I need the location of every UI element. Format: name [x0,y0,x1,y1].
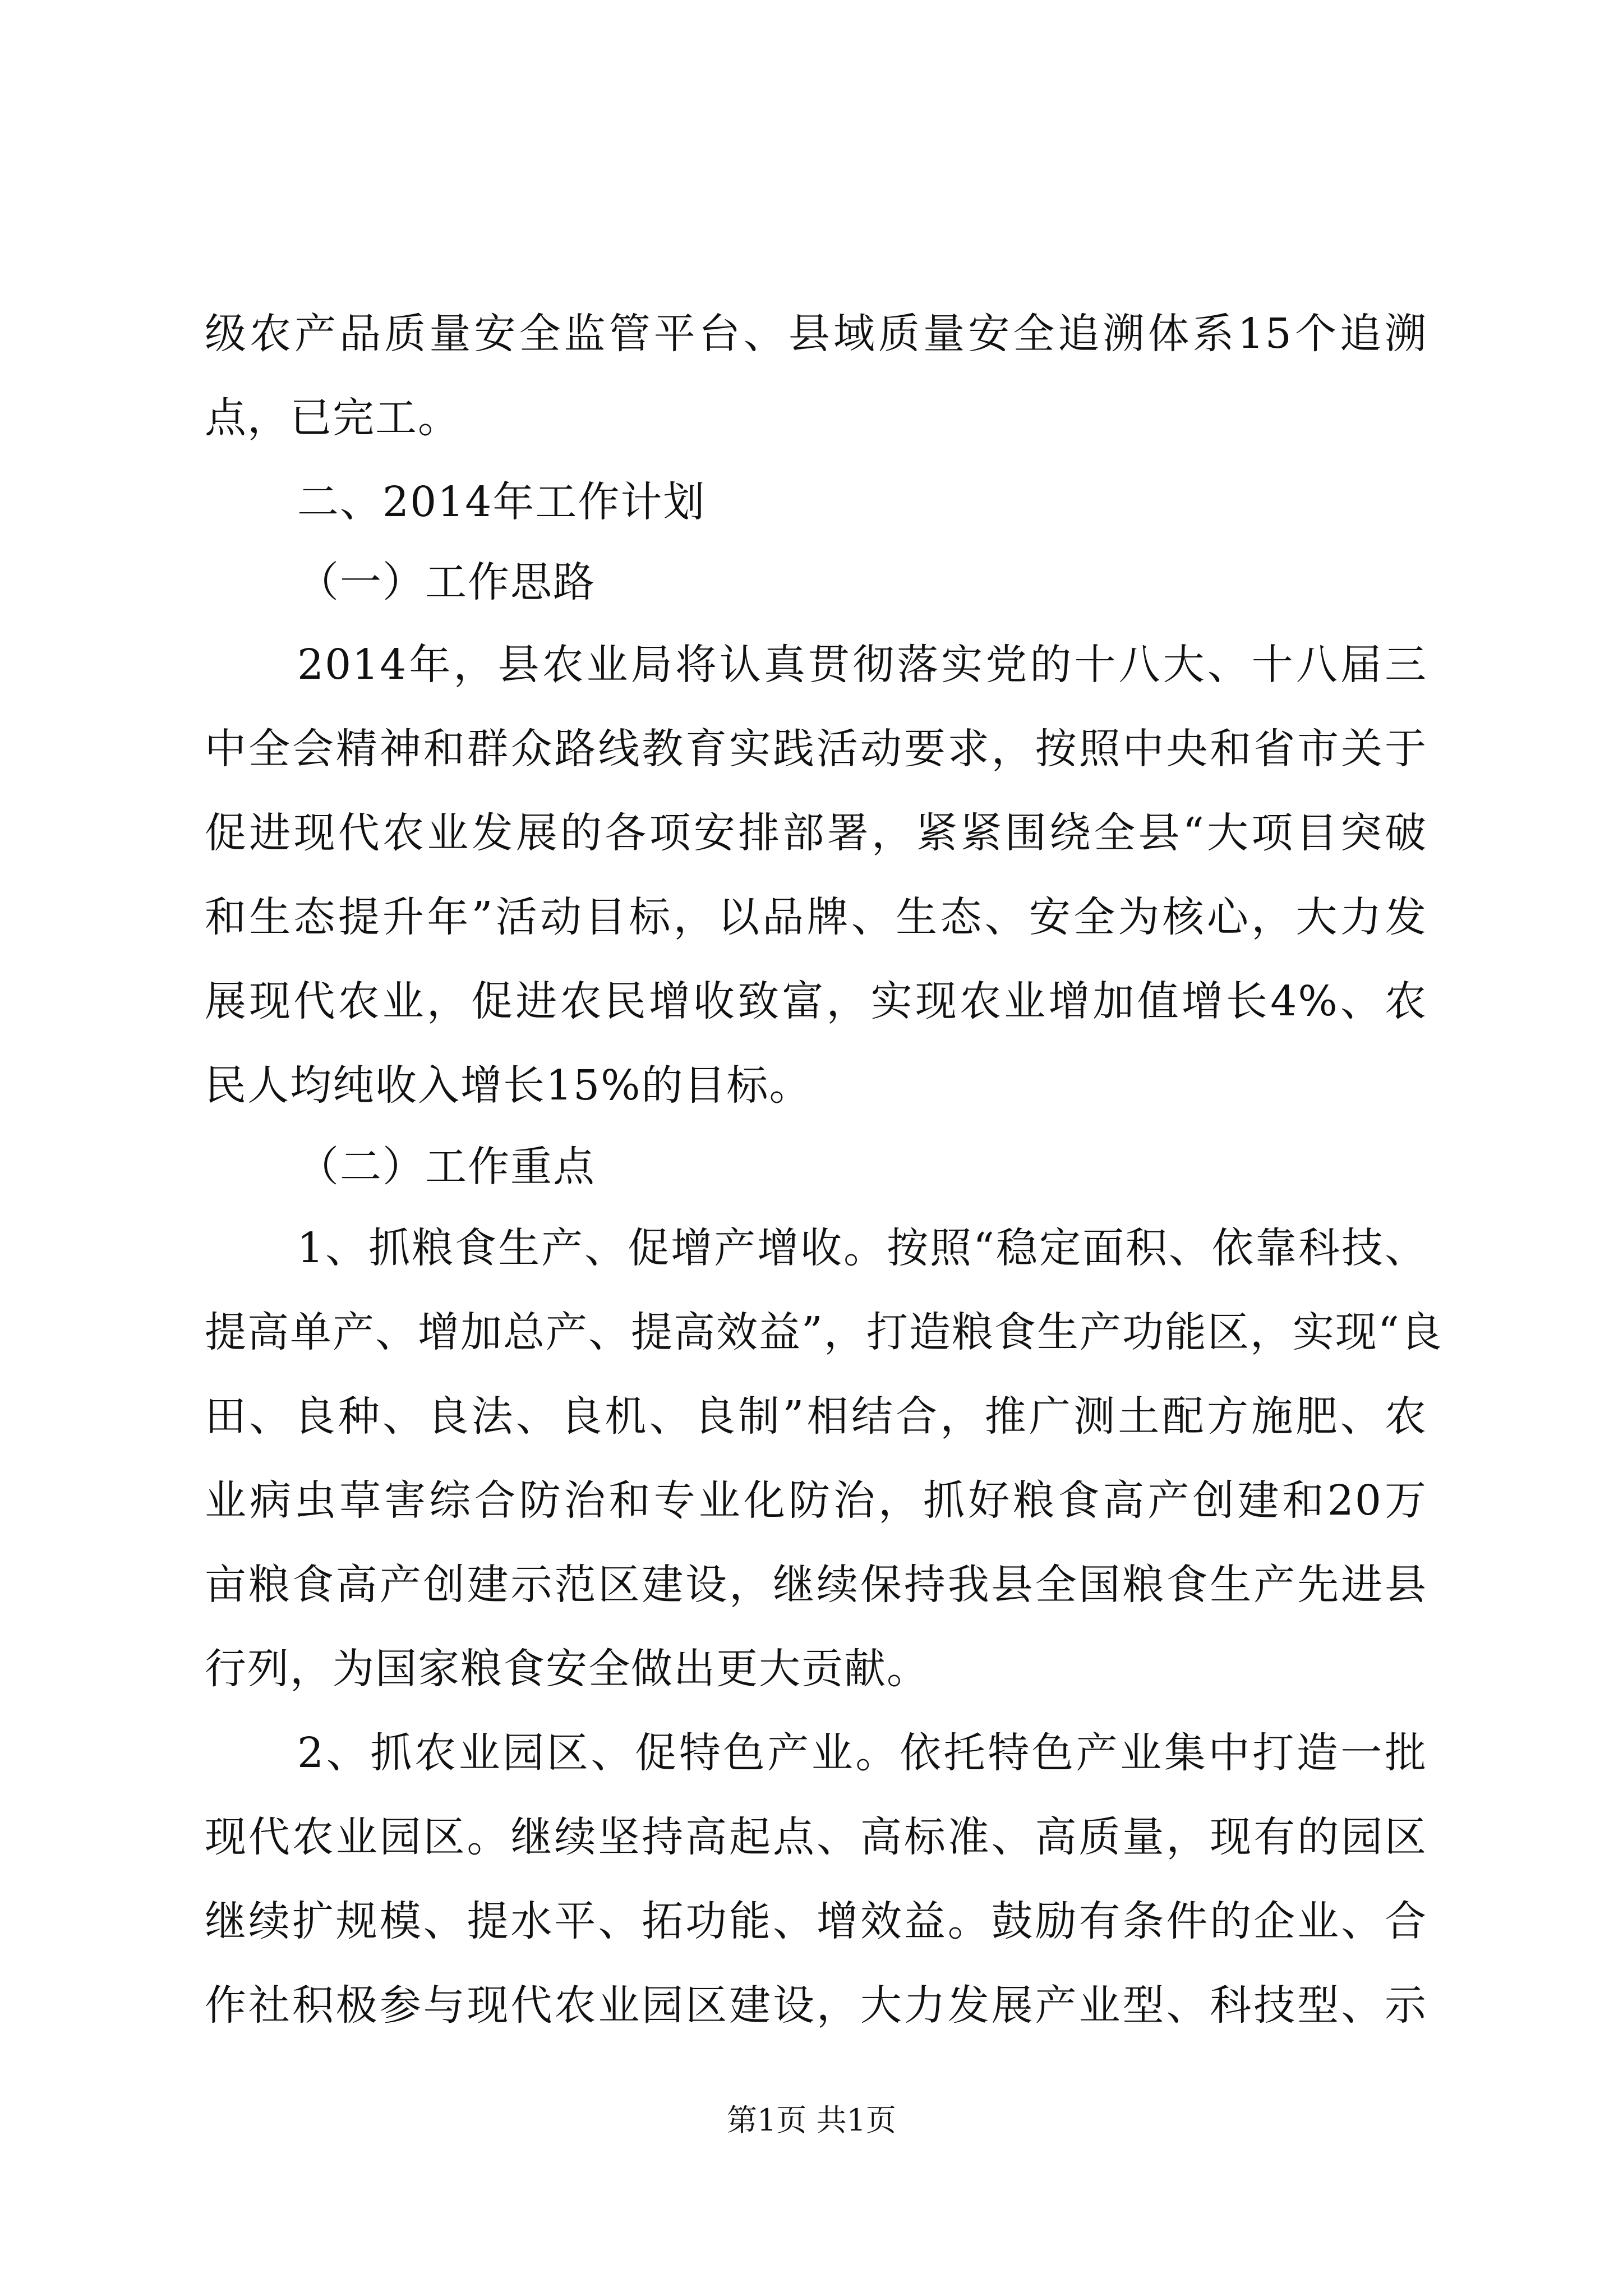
page-number: 第1页 共1页 [727,2102,896,2138]
subsection-heading: （二）工作重点 [297,1143,596,1191]
text-line: 现代农业园区。继续坚持高起点、高标准、高质量，现有的园区 [205,1813,1427,1861]
text-line: 展现代农业，促进农民增收致富，实现农业增加值增长4%、农 [205,977,1427,1025]
text-line: 民人均纯收入增长15%的目标。 [205,1061,812,1110]
text-line: 促进现代农业发展的各项安排部署，紧紧围绕全县“大项目突破 [205,809,1427,857]
text-line: 和生态提升年”活动目标，以品牌、生态、安全为核心，大力发 [205,893,1427,941]
paragraph-first-line: 2014年，县农业局将认真贯彻落实党的十八大、十八届三 [297,641,1427,689]
text-line: 田、良种、良法、良机、良制”相结合，推广测土配方施肥、农 [205,1392,1427,1441]
paragraph-first-line: 1、抓粮食生产、促增产增收。按照“稳定面积、依靠科技、 [297,1224,1427,1272]
subsection-heading: （一）工作思路 [297,558,596,606]
text-line: 继续扩规模、提水平、拓功能、增效益。鼓励有条件的企业、合 [205,1897,1427,1945]
section-heading: 二、2014年工作计划 [297,478,706,526]
text-line: 中全会精神和群众路线教育实践活动要求，按照中央和省市关于 [205,725,1427,773]
text-line: 行列，为国家粮食安全做出更大贡献。 [205,1645,929,1693]
text-line: 级农产品质量安全监管平台、县域质量安全追溯体系15个追溯 [205,310,1427,358]
text-line: 作社积极参与现代农业园区建设，大力发展产业型、科技型、示 [205,1981,1427,2030]
text-line: 亩粮食高产创建示范区建设，继续保持我县全国粮食生产先进县 [205,1561,1427,1609]
text-line: 提高单产、增加总产、提高效益”，打造粮食生产功能区，实现“良 [205,1308,1443,1356]
text-line: 点，已完工。 [205,394,460,442]
paragraph-first-line: 2、抓农业园区、促特色产业。依托特色产业集中打造一批 [297,1729,1427,1777]
text-line: 业病虫草害综合防治和专业化防治，抓好粮食高产创建和20万 [205,1476,1427,1525]
